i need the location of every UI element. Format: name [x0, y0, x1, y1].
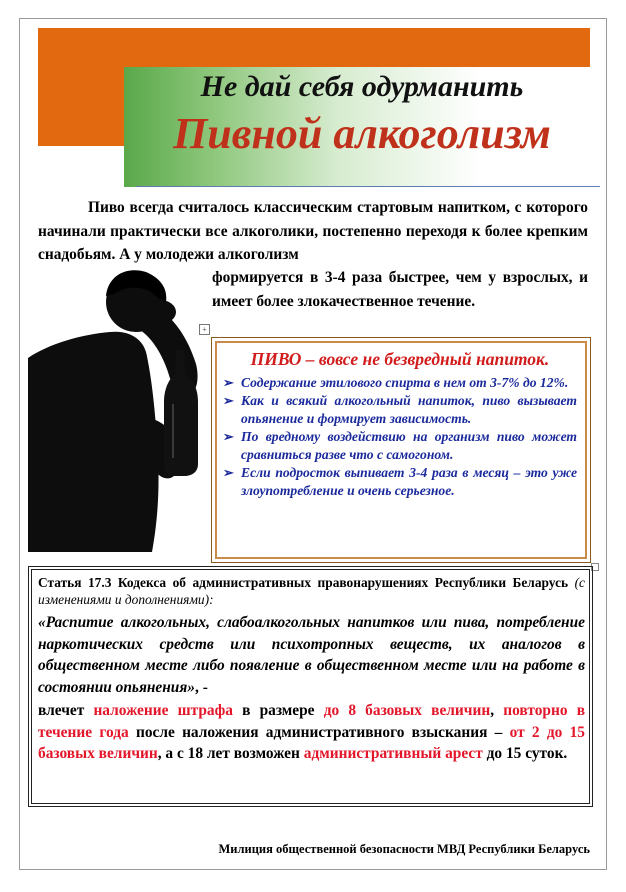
arrow-bullet-icon: ➢	[223, 393, 234, 408]
beer-facts-title: ПИВО – вовсе не безвредный напиток.	[250, 349, 550, 369]
beer-facts-box	[211, 337, 591, 563]
beer-fact-text: По вредному воздействию на организм пиво может сравниться разве что с самогоном.	[241, 429, 577, 462]
law-heading-note: (с изменениями и дополнениями):	[38, 575, 585, 607]
penalty-text: влечет	[38, 702, 85, 719]
law-heading-title: Статья 17.3 Кодекса об административных правонарушениях Республики Беларусь	[38, 575, 569, 590]
beer-fact-item	[223, 392, 577, 428]
law-quote	[38, 612, 585, 698]
arrow-bullet-icon: ➢	[223, 465, 234, 480]
footer-credit: Милиция общественной безопасности МВД Республики Беларусь	[218, 842, 590, 856]
silhouette-hand	[144, 300, 176, 324]
arrow-bullet-icon: ➢	[223, 375, 234, 390]
silhouette-man-with-bottle-icon	[28, 268, 206, 552]
law-quote-text: «Распитие алкогольных, слабоалкогольных напитков или пива, потребление наркотических средств или психотропных веществ, их аналогов в общественном месте либо появление в общественном месте или на работе в состоянии опьянения»	[38, 614, 585, 696]
penalty-text: ,	[490, 702, 495, 719]
beer-fact-item	[223, 428, 577, 464]
move-handle-icon[interactable]: +	[199, 324, 210, 335]
intro-paragraph-part1: Пиво всегда считалось классическим стартовым напитком, с которого начинали практически все алкоголики, постепенно переходя к более крепким снадобьям. А у молодежи алкоголизм	[38, 199, 588, 263]
law-quote-tail: , -	[195, 678, 208, 696]
penalty-highlight: наложение штрафа	[93, 702, 233, 719]
arrow-bullet-icon: ➢	[223, 429, 234, 444]
law-article-box-inner	[31, 569, 590, 804]
bottle-highlight	[172, 404, 174, 458]
silhouette-body	[28, 332, 159, 552]
penalty-text: после наложения административного взыскания –	[135, 723, 503, 741]
penalty-highlight: до 8 базовых величин	[323, 702, 491, 719]
intro-paragraph-part2: формируется в 3-4 раза быстрее, чем у взрослых, и имеет более злокачественное течение.	[212, 269, 588, 310]
law-penalty	[38, 700, 585, 765]
penalty-text: в размере	[242, 702, 315, 719]
beer-fact-text: Если подросток выпивает 3-4 раза в месяц – это уже злоупотребление и очень серьезное.	[241, 465, 577, 498]
penalty-highlight: от 2 до 15 базовых величин	[38, 723, 585, 762]
beer-fact-item	[223, 374, 577, 392]
beer-fact-item	[223, 464, 577, 500]
beer-fact-text: Содержание этилового спирта в нем от 3-7% до 12%.	[241, 375, 569, 390]
beer-fact-text: Как и всякий алкогольный напиток, пиво вызывает опьянение и формирует зависимость.	[241, 393, 577, 426]
beer-facts-box-inner	[215, 341, 587, 559]
title-line-1: Не дай себя одурманить	[200, 70, 524, 103]
title-line-2: Пивной алкоголизм	[173, 109, 551, 158]
beer-facts-list	[223, 374, 577, 500]
law-article-box	[28, 566, 593, 807]
penalty-highlight: административный арест	[303, 745, 483, 762]
penalty-text: до 15 суток.	[486, 745, 568, 762]
penalty-text: , а с 18 лет возможен	[157, 745, 300, 762]
penalty-highlight: повторно в течение года	[38, 702, 586, 741]
law-heading	[38, 574, 585, 608]
banner-underline	[136, 186, 600, 187]
